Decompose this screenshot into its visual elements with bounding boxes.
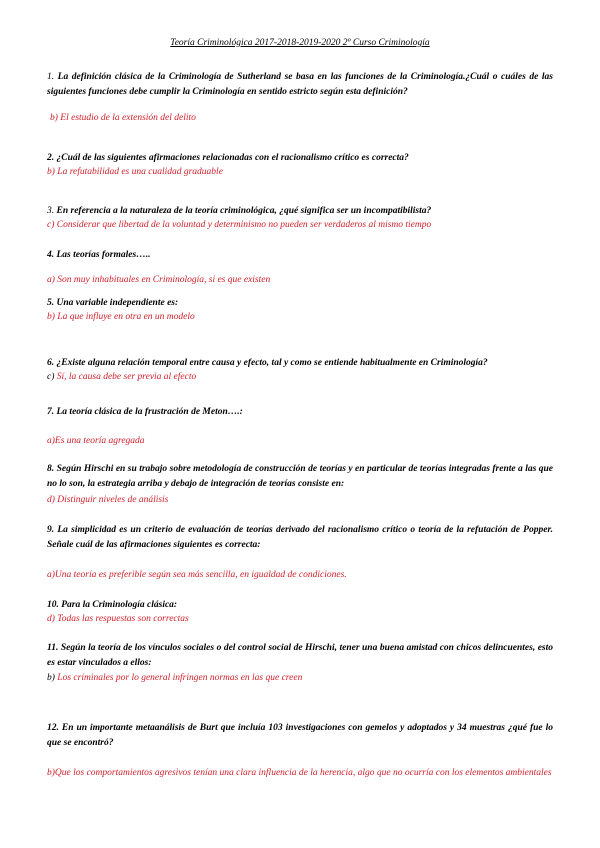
page-header: Teoría Criminológica 2017-2018-2019-2020 2º Curso Criminología xyxy=(170,38,430,48)
question-7 xyxy=(47,405,553,420)
answer-9: a)Una teoría es preferible según sea más sencilla, en igualdad de condiciones. xyxy=(47,570,347,580)
answer-prefix: c) xyxy=(47,372,57,382)
question-4 xyxy=(47,248,553,263)
answer-11 xyxy=(47,671,553,685)
question-number: 4. xyxy=(47,250,55,260)
question-number: 1. xyxy=(47,72,55,82)
answer-5: b) La que influye en otra en un modelo xyxy=(47,312,195,322)
question-text: La teoría clásica de la frustración de Meton….: xyxy=(54,407,243,417)
question-12 xyxy=(47,721,553,751)
question-text: ¿Existe alguna relación temporal entre causa y efecto, tal y como se entiende habitualmente en Criminología? xyxy=(54,358,488,368)
question-number: 10. xyxy=(47,600,59,610)
question-6 xyxy=(47,356,553,371)
question-text: La definición clásica de la Criminología de Sutherland se basa en las funciones de la Criminología.¿Cuál o cuáles de las siguientes funciones debe cumplir la Criminología en sentido estricto según esta definición? xyxy=(47,72,553,97)
answer-8: d) Distinguir niveles de análisis xyxy=(47,495,169,505)
question-text: En un importante metaanálisis de Burt que incluía 103 investigaciones con gemelos y adoptados y 34 muestras ¿qué fue lo que se encontró? xyxy=(47,723,553,748)
answer-prefix: b) xyxy=(47,673,58,683)
question-8 xyxy=(47,462,553,492)
question-number: 5. xyxy=(47,298,55,308)
question-text: Las teorías formales….. xyxy=(54,250,151,260)
question-text: En referencia a la naturaleza de la teoría criminológica, ¿qué significa ser un incompatibilista? xyxy=(54,206,432,216)
question-11 xyxy=(47,641,553,671)
question-number: 12. xyxy=(47,723,59,733)
question-text: La simplicidad es un criterio de evaluación de teorías derivado del racionalismo crítico o teoría de la refutación de Popper. Señale cuál de las afirmaciones siguientes es correcta: xyxy=(47,525,553,550)
answer-text: Los criminales por lo general infringen normas en las que creen xyxy=(57,673,303,683)
answer-6 xyxy=(47,370,553,384)
question-3 xyxy=(47,204,553,219)
answer-12: b)Que los comportamientos agresivos tenían una clara influencia de la herencia, algo que no ocurría con los elementos ambientales xyxy=(47,768,552,778)
question-number: 3. xyxy=(47,206,55,216)
answer-4: a) Son muy inhabituales en Criminología, si es que existen xyxy=(47,275,271,285)
question-2 xyxy=(47,151,553,166)
question-number: 2. xyxy=(47,153,55,163)
answer-3: c) Considerar que libertad de la voluntad y determinismo no pueden ser verdaderos al mismo tiempo xyxy=(47,220,432,230)
question-text: ¿Cuál de las siguientes afirmaciones relacionadas con el racionalismo crítico es correcta? xyxy=(54,153,409,163)
question-number: 6. xyxy=(47,358,55,368)
question-number: 8. xyxy=(47,464,55,474)
question-text: Según Hirschi en su trabajo sobre metodología de construcción de teorías y en particular de teorías integradas frente a las que no lo son, la estrategia arriba y debajo de integración de teorías consiste en: xyxy=(47,464,553,489)
question-9 xyxy=(47,523,553,553)
answer-10: d) Todas las respuestas son correctas xyxy=(47,614,189,624)
question-text: Según la teoría de los vínculos sociales o del control social de Hirschi, tener una buena amistad con chicos delincuentes, esto es estar vinculados a ellos: xyxy=(47,643,553,668)
question-10 xyxy=(47,598,553,613)
question-text: Para la Criminología clásica: xyxy=(58,600,178,610)
answer-7: a)Es una teoría agregada xyxy=(47,436,145,446)
question-number: 11. xyxy=(47,643,59,653)
question-number: 9. xyxy=(47,525,55,535)
question-5 xyxy=(47,296,553,311)
question-1 xyxy=(47,70,553,100)
answer-2: b) La refutabilidad es una cualidad graduable xyxy=(47,167,223,177)
answer-text: Sí, la causa debe ser previa al efecto xyxy=(56,372,197,382)
question-number: 7. xyxy=(47,407,55,417)
answer-1: b) El estudio de la extensión del delito xyxy=(50,113,196,123)
question-text: Una variable independiente es: xyxy=(54,298,179,308)
